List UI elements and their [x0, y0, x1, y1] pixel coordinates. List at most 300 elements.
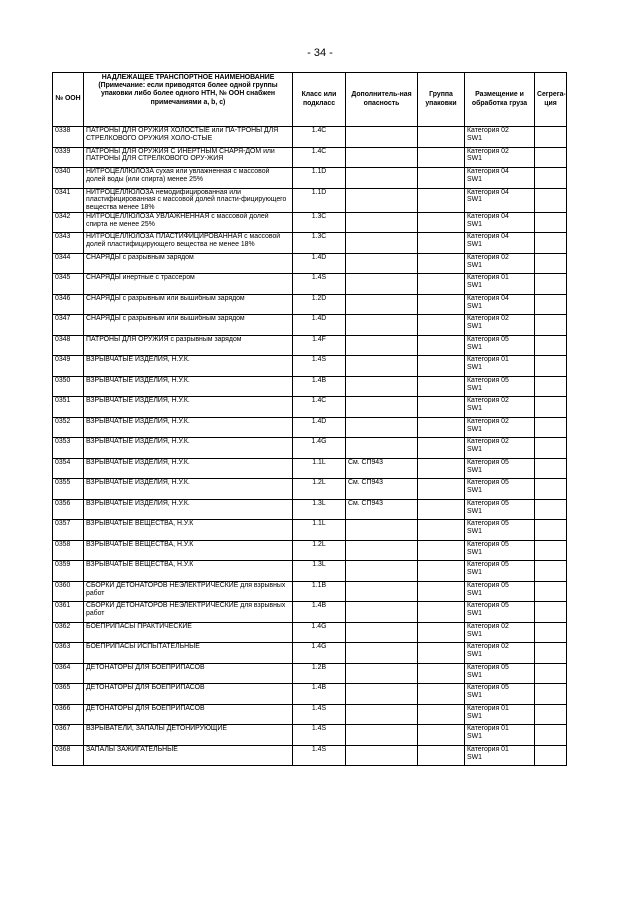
header-shipping-name-title: НАДЛЕЖАЩЕЕ ТРАНСПОРТНОЕ НАИМЕНОВАНИЕ	[101, 74, 275, 81]
cell-segregation	[535, 540, 567, 561]
cell-shipping-name: ВЗРЫВЧАТЫЕ ВЕЩЕСТВА, Н.У.К	[84, 540, 293, 561]
cell-subsidiary-hazard	[346, 540, 418, 561]
cell-class: 1.4D	[293, 253, 346, 274]
cell-shipping-name: БОЕПРИПАСЫ ПРАКТИЧЕСКИЕ	[84, 622, 293, 643]
stowage-code: SW1	[467, 323, 482, 331]
cell-un-no: 0355	[53, 479, 84, 500]
cell-class: 1.4F	[293, 335, 346, 356]
cell-un-no: 0361	[53, 602, 84, 623]
cell-segregation	[535, 294, 567, 315]
cell-segregation	[535, 168, 567, 189]
stowage-code: SW1	[467, 241, 482, 249]
stowage-category: Категория 05	[467, 479, 509, 487]
cell-stowage	[465, 294, 535, 315]
cell-shipping-name: НИТРОЦЕЛЛЮЛОЗА ПЛАСТИФИЦИРОВАННАЯ с массовой долей пластифицирующего вещества не менее 18%	[84, 233, 293, 254]
header-subsidiary-hazard: Дополнитель-ная опасность	[346, 73, 418, 127]
cell-segregation	[535, 127, 567, 148]
page-number: - 34 -	[307, 47, 333, 59]
cell-subsidiary-hazard	[346, 168, 418, 189]
cell-shipping-name: ВЗРЫВЧАТЫЕ ИЗДЕЛИЯ, Н.У.К.	[84, 417, 293, 438]
cell-stowage	[465, 581, 535, 602]
cell-stowage	[465, 376, 535, 397]
stowage-code: SW1	[467, 651, 482, 659]
cell-subsidiary-hazard: См. СП943	[346, 458, 418, 479]
cell-stowage	[465, 704, 535, 725]
cell-packing-group	[418, 212, 465, 233]
cell-subsidiary-hazard	[346, 745, 418, 766]
cell-packing-group	[418, 540, 465, 561]
table-row	[53, 520, 567, 541]
cell-packing-group	[418, 581, 465, 602]
cell-stowage	[465, 335, 535, 356]
cell-shipping-name: СНАРЯДЫ с разрывным или вышибным зарядом	[84, 315, 293, 336]
header-shipping-name	[84, 73, 293, 127]
stowage-code: SW1	[467, 569, 482, 577]
cell-class: 1.4D	[293, 315, 346, 336]
cell-un-no: 0339	[53, 147, 84, 168]
cell-subsidiary-hazard	[346, 581, 418, 602]
cell-class: 1.4S	[293, 704, 346, 725]
cell-un-no: 0354	[53, 458, 84, 479]
cell-stowage	[465, 520, 535, 541]
cell-subsidiary-hazard	[346, 253, 418, 274]
cell-subsidiary-hazard	[346, 602, 418, 623]
cell-stowage	[465, 540, 535, 561]
cell-packing-group	[418, 520, 465, 541]
stowage-code: SW1	[467, 630, 482, 638]
header-segregation: Сегрега-ция	[535, 73, 567, 127]
header-stowage: Размещение и обработка груза	[465, 73, 535, 127]
cell-stowage	[465, 253, 535, 274]
cell-subsidiary-hazard	[346, 643, 418, 664]
cell-shipping-name: НИТРОЦЕЛЛЮЛОЗА немодифицированная или пластифицированная с массовой долей пласти-фицирующего вещества менее 18%	[84, 188, 293, 212]
cell-un-no: 0362	[53, 622, 84, 643]
stowage-code: SW1	[467, 507, 482, 515]
cell-packing-group	[418, 294, 465, 315]
stowage-category: Категория 01	[467, 704, 509, 712]
cell-segregation	[535, 499, 567, 520]
cell-subsidiary-hazard: См. СП943	[346, 499, 418, 520]
stowage-category: Категория 02	[467, 417, 509, 425]
cell-stowage	[465, 561, 535, 582]
cell-segregation	[535, 356, 567, 377]
table-row	[53, 168, 567, 189]
cell-class: 1.2L	[293, 479, 346, 500]
stowage-code: SW1	[467, 528, 482, 536]
table-row	[53, 684, 567, 705]
stowage-category: Категория 05	[467, 561, 509, 569]
table-row	[53, 294, 567, 315]
cell-subsidiary-hazard	[346, 397, 418, 418]
table-row	[53, 356, 567, 377]
cell-packing-group	[418, 335, 465, 356]
cell-stowage	[465, 212, 535, 233]
cell-un-no: 0366	[53, 704, 84, 725]
cell-subsidiary-hazard	[346, 417, 418, 438]
stowage-category: Категория 02	[467, 315, 509, 323]
stowage-category: Категория 05	[467, 663, 509, 671]
cell-class: 1.4S	[293, 725, 346, 746]
cell-stowage	[465, 147, 535, 168]
stowage-category: Категория 04	[467, 188, 509, 196]
cell-packing-group	[418, 356, 465, 377]
cell-shipping-name: ВЗРЫВЧАТЫЕ ВЕЩЕСТВА, Н.У.К	[84, 520, 293, 541]
cell-un-no: 0364	[53, 663, 84, 684]
cell-class: 1.1L	[293, 520, 346, 541]
cell-segregation	[535, 233, 567, 254]
cell-packing-group	[418, 253, 465, 274]
stowage-code: SW1	[467, 733, 482, 741]
cell-segregation	[535, 581, 567, 602]
cell-segregation	[535, 212, 567, 233]
cell-subsidiary-hazard	[346, 127, 418, 148]
cell-shipping-name: ВЗРЫВАТЕЛИ, ЗАПАЛЫ ДЕТОНИРУЮЩИЕ	[84, 725, 293, 746]
stowage-category: Категория 05	[467, 602, 509, 610]
stowage-category: Категория 02	[467, 397, 509, 405]
cell-shipping-name: БОЕПРИПАСЫ ИСПЫТАТЕЛЬНЫЕ	[84, 643, 293, 664]
stowage-code: SW1	[467, 343, 482, 351]
stowage-category: Категория 04	[467, 294, 509, 302]
cell-un-no: 0360	[53, 581, 84, 602]
cell-un-no: 0344	[53, 253, 84, 274]
cell-segregation	[535, 663, 567, 684]
table-row	[53, 397, 567, 418]
stowage-code: SW1	[467, 384, 482, 392]
cell-stowage	[465, 233, 535, 254]
cell-stowage	[465, 622, 535, 643]
cell-packing-group	[418, 274, 465, 295]
cell-segregation	[535, 561, 567, 582]
cell-subsidiary-hazard	[346, 704, 418, 725]
table-row	[53, 274, 567, 295]
stowage-category: Категория 02	[467, 147, 509, 155]
stowage-code: SW1	[467, 712, 482, 720]
cell-stowage	[465, 684, 535, 705]
stowage-code: SW1	[467, 487, 482, 495]
stowage-code: SW1	[467, 671, 482, 679]
table-row	[53, 188, 567, 212]
cell-shipping-name: СНАРЯДЫ инертные с трассером	[84, 274, 293, 295]
cell-packing-group	[418, 417, 465, 438]
cell-shipping-name: СБОРКИ ДЕТОНАТОРОВ НЕЭЛЕКТРИЧЕСКИЕ для взрывных работ	[84, 602, 293, 623]
cell-class: 1.4B	[293, 376, 346, 397]
cell-un-no: 0350	[53, 376, 84, 397]
cell-stowage	[465, 397, 535, 418]
cell-packing-group	[418, 622, 465, 643]
stowage-code: SW1	[467, 548, 482, 556]
cell-subsidiary-hazard	[346, 335, 418, 356]
table-row	[53, 561, 567, 582]
table-row	[53, 622, 567, 643]
cell-shipping-name: НИТРОЦЕЛЛЮЛОЗА сухая или увлажненная с массовой долей воды (или спирта) менее 25%	[84, 168, 293, 189]
stowage-category: Категория 05	[467, 499, 509, 507]
cell-shipping-name: ВЗРЫВЧАТЫЕ ИЗДЕЛИЯ, Н.У.К.	[84, 479, 293, 500]
cell-segregation	[535, 725, 567, 746]
cell-stowage	[465, 168, 535, 189]
cell-class: 1.4G	[293, 643, 346, 664]
stowage-category: Категория 05	[467, 684, 509, 692]
cell-subsidiary-hazard	[346, 520, 418, 541]
table-row	[53, 147, 567, 168]
cell-shipping-name: ВЗРЫВЧАТЫЕ ИЗДЕЛИЯ, Н.У.К.	[84, 376, 293, 397]
cell-segregation	[535, 684, 567, 705]
cell-class: 1.1D	[293, 188, 346, 212]
cell-subsidiary-hazard	[346, 294, 418, 315]
cell-packing-group	[418, 602, 465, 623]
cell-shipping-name: ВЗРЫВЧАТЫЕ ИЗДЕЛИЯ, Н.У.К.	[84, 356, 293, 377]
stowage-category: Категория 04	[467, 212, 509, 220]
cell-packing-group	[418, 438, 465, 459]
table-row	[53, 704, 567, 725]
cell-un-no: 0348	[53, 335, 84, 356]
stowage-category: Категория 02	[467, 253, 509, 261]
cell-shipping-name: СНАРЯДЫ с разрывным зарядом	[84, 253, 293, 274]
cell-un-no: 0359	[53, 561, 84, 582]
cell-shipping-name: НИТРОЦЕЛЛЮЛОЗА УВЛАЖНЕННАЯ с массовой долей спирта не менее 25%	[84, 212, 293, 233]
cell-class: 1.2B	[293, 663, 346, 684]
cell-subsidiary-hazard	[346, 147, 418, 168]
stowage-code: SW1	[467, 134, 482, 142]
cell-un-no: 0365	[53, 684, 84, 705]
table-row	[53, 479, 567, 500]
table-header-row	[53, 73, 567, 127]
cell-subsidiary-hazard	[346, 376, 418, 397]
cell-shipping-name: ДЕТОНАТОРЫ ДЛЯ БОЕПРИПАСОВ	[84, 704, 293, 725]
cell-segregation	[535, 417, 567, 438]
table-row	[53, 581, 567, 602]
stowage-code: SW1	[467, 282, 482, 290]
stowage-category: Категория 01	[467, 274, 509, 282]
cell-segregation	[535, 745, 567, 766]
cell-shipping-name: СНАРЯДЫ с разрывным или вышибным зарядом	[84, 294, 293, 315]
cell-subsidiary-hazard	[346, 663, 418, 684]
cell-packing-group	[418, 704, 465, 725]
stowage-code: SW1	[467, 405, 482, 413]
cell-packing-group	[418, 147, 465, 168]
stowage-code: SW1	[467, 364, 482, 372]
header-un-no: № ООН	[53, 73, 84, 127]
cell-stowage	[465, 602, 535, 623]
cell-segregation	[535, 458, 567, 479]
cell-segregation	[535, 274, 567, 295]
cell-subsidiary-hazard	[346, 725, 418, 746]
cell-packing-group	[418, 643, 465, 664]
cell-subsidiary-hazard	[346, 315, 418, 336]
cell-segregation	[535, 479, 567, 500]
cell-shipping-name: ВЗРЫВЧАТЫЕ ИЗДЕЛИЯ, Н.У.К.	[84, 397, 293, 418]
table-row	[53, 458, 567, 479]
table-row	[53, 315, 567, 336]
cell-subsidiary-hazard	[346, 438, 418, 459]
stowage-code: SW1	[467, 692, 482, 700]
dangerous-goods-table	[52, 72, 567, 766]
cell-segregation	[535, 438, 567, 459]
cell-stowage	[465, 356, 535, 377]
table-row	[53, 233, 567, 254]
cell-packing-group	[418, 745, 465, 766]
cell-shipping-name: ПАТРОНЫ ДЛЯ ОРУЖИЯ ХОЛОСТЫЕ или ПА-ТРОНЫ ДЛЯ СТРЕЛКОВОГО ОРУЖИЯ ХОЛО-СТЫЕ	[84, 127, 293, 148]
table-row	[53, 540, 567, 561]
cell-un-no: 0353	[53, 438, 84, 459]
table-row	[53, 376, 567, 397]
cell-subsidiary-hazard	[346, 622, 418, 643]
cell-segregation	[535, 520, 567, 541]
cell-class: 1.4B	[293, 602, 346, 623]
cell-un-no: 0340	[53, 168, 84, 189]
cell-shipping-name: ЗАПАЛЫ ЗАЖИГАТЕЛЬНЫЕ	[84, 745, 293, 766]
cell-stowage	[465, 663, 535, 684]
cell-class: 1.4S	[293, 745, 346, 766]
cell-segregation	[535, 376, 567, 397]
cell-stowage	[465, 274, 535, 295]
cell-class: 1.2L	[293, 540, 346, 561]
cell-un-no: 0363	[53, 643, 84, 664]
table-row	[53, 417, 567, 438]
stowage-code: SW1	[467, 466, 482, 474]
table-row	[53, 745, 567, 766]
cell-packing-group	[418, 479, 465, 500]
cell-segregation	[535, 253, 567, 274]
cell-shipping-name: ВЗРЫВЧАТЫЕ ВЕЩЕСТВА, Н.У.К	[84, 561, 293, 582]
stowage-code: SW1	[467, 261, 482, 269]
cell-packing-group	[418, 458, 465, 479]
cell-packing-group	[418, 315, 465, 336]
cell-class: 1.4S	[293, 274, 346, 295]
cell-subsidiary-hazard: См. СП943	[346, 479, 418, 500]
cell-subsidiary-hazard	[346, 233, 418, 254]
table-row	[53, 663, 567, 684]
stowage-category: Категория 04	[467, 168, 509, 175]
header-packing-group: Группа упаковки	[418, 73, 465, 127]
cell-stowage	[465, 745, 535, 766]
table-row	[53, 127, 567, 148]
cell-class: 1.4G	[293, 622, 346, 643]
stowage-code: SW1	[467, 610, 482, 618]
cell-class: 1.4B	[293, 684, 346, 705]
table-row	[53, 643, 567, 664]
cell-un-no: 0351	[53, 397, 84, 418]
cell-class: 1.3C	[293, 233, 346, 254]
stowage-code: SW1	[467, 589, 482, 597]
cell-packing-group	[418, 725, 465, 746]
stowage-code: SW1	[467, 155, 482, 163]
header-class: Класс или подкласс	[293, 73, 346, 127]
stowage-category: Категория 02	[467, 643, 509, 651]
cell-stowage	[465, 458, 535, 479]
cell-subsidiary-hazard	[346, 684, 418, 705]
cell-un-no: 0368	[53, 745, 84, 766]
stowage-code: SW1	[467, 425, 482, 433]
stowage-category: Категория 01	[467, 745, 509, 753]
cell-packing-group	[418, 684, 465, 705]
table-row	[53, 335, 567, 356]
cell-stowage	[465, 479, 535, 500]
stowage-category: Категория 05	[467, 520, 509, 528]
table-row	[53, 725, 567, 746]
cell-packing-group	[418, 188, 465, 212]
cell-class: 1.1L	[293, 458, 346, 479]
cell-un-no: 0345	[53, 274, 84, 295]
cell-un-no: 0347	[53, 315, 84, 336]
cell-stowage	[465, 725, 535, 746]
cell-packing-group	[418, 127, 465, 148]
header-shipping-name-note: (Примечание: если приводятся более одной группы упаковки либо более одного НТН, № ООН снабжен примечаниями a, b, c)	[98, 82, 278, 106]
cell-class: 1.1B	[293, 581, 346, 602]
cell-segregation	[535, 397, 567, 418]
stowage-category: Категория 02	[467, 127, 509, 134]
cell-shipping-name: ДЕТОНАТОРЫ ДЛЯ БОЕПРИПАСОВ	[84, 663, 293, 684]
cell-packing-group	[418, 376, 465, 397]
cell-un-no: 0349	[53, 356, 84, 377]
cell-stowage	[465, 127, 535, 148]
cell-un-no: 0357	[53, 520, 84, 541]
stowage-code: SW1	[467, 302, 482, 310]
cell-un-no: 0343	[53, 233, 84, 254]
cell-subsidiary-hazard	[346, 356, 418, 377]
cell-class: 1.4C	[293, 147, 346, 168]
cell-un-no: 0346	[53, 294, 84, 315]
cell-shipping-name: ВЗРЫВЧАТЫЕ ИЗДЕЛИЯ, Н.У.К.	[84, 458, 293, 479]
stowage-category: Категория 01	[467, 725, 509, 733]
cell-class: 1.4S	[293, 356, 346, 377]
cell-stowage	[465, 188, 535, 212]
stowage-code: SW1	[467, 446, 482, 454]
cell-packing-group	[418, 663, 465, 684]
cell-class: 1.4G	[293, 438, 346, 459]
cell-stowage	[465, 499, 535, 520]
cell-shipping-name: ВЗРЫВЧАТЫЕ ИЗДЕЛИЯ, Н.У.К.	[84, 438, 293, 459]
cell-packing-group	[418, 168, 465, 189]
cell-segregation	[535, 335, 567, 356]
cell-shipping-name: ДЕТОНАТОРЫ ДЛЯ БОЕПРИПАСОВ	[84, 684, 293, 705]
stowage-category: Категория 01	[467, 356, 509, 364]
cell-un-no: 0338	[53, 127, 84, 148]
cell-un-no: 0356	[53, 499, 84, 520]
table-row	[53, 602, 567, 623]
cell-class: 1.4D	[293, 417, 346, 438]
cell-class: 1.2D	[293, 294, 346, 315]
cell-segregation	[535, 188, 567, 212]
cell-class: 1.3C	[293, 212, 346, 233]
cell-packing-group	[418, 233, 465, 254]
cell-un-no: 0352	[53, 417, 84, 438]
cell-packing-group	[418, 397, 465, 418]
cell-packing-group	[418, 499, 465, 520]
stowage-code: SW1	[467, 753, 482, 761]
stowage-category: Категория 05	[467, 540, 509, 548]
cell-class: 1.4C	[293, 397, 346, 418]
cell-class: 1.3L	[293, 499, 346, 520]
cell-un-no: 0358	[53, 540, 84, 561]
cell-shipping-name: ВЗРЫВЧАТЫЕ ИЗДЕЛИЯ, Н.У.К.	[84, 499, 293, 520]
cell-stowage	[465, 438, 535, 459]
stowage-category: Категория 04	[467, 233, 509, 241]
cell-class: 1.1D	[293, 168, 346, 189]
stowage-category: Категория 05	[467, 335, 509, 343]
cell-subsidiary-hazard	[346, 188, 418, 212]
table-row	[53, 253, 567, 274]
cell-subsidiary-hazard	[346, 212, 418, 233]
stowage-category: Категория 05	[467, 376, 509, 384]
cell-stowage	[465, 417, 535, 438]
cell-subsidiary-hazard	[346, 561, 418, 582]
cell-class: 1.3L	[293, 561, 346, 582]
table-row	[53, 499, 567, 520]
stowage-code: SW1	[467, 220, 482, 228]
table-row	[53, 438, 567, 459]
cell-un-no: 0342	[53, 212, 84, 233]
cell-segregation	[535, 315, 567, 336]
